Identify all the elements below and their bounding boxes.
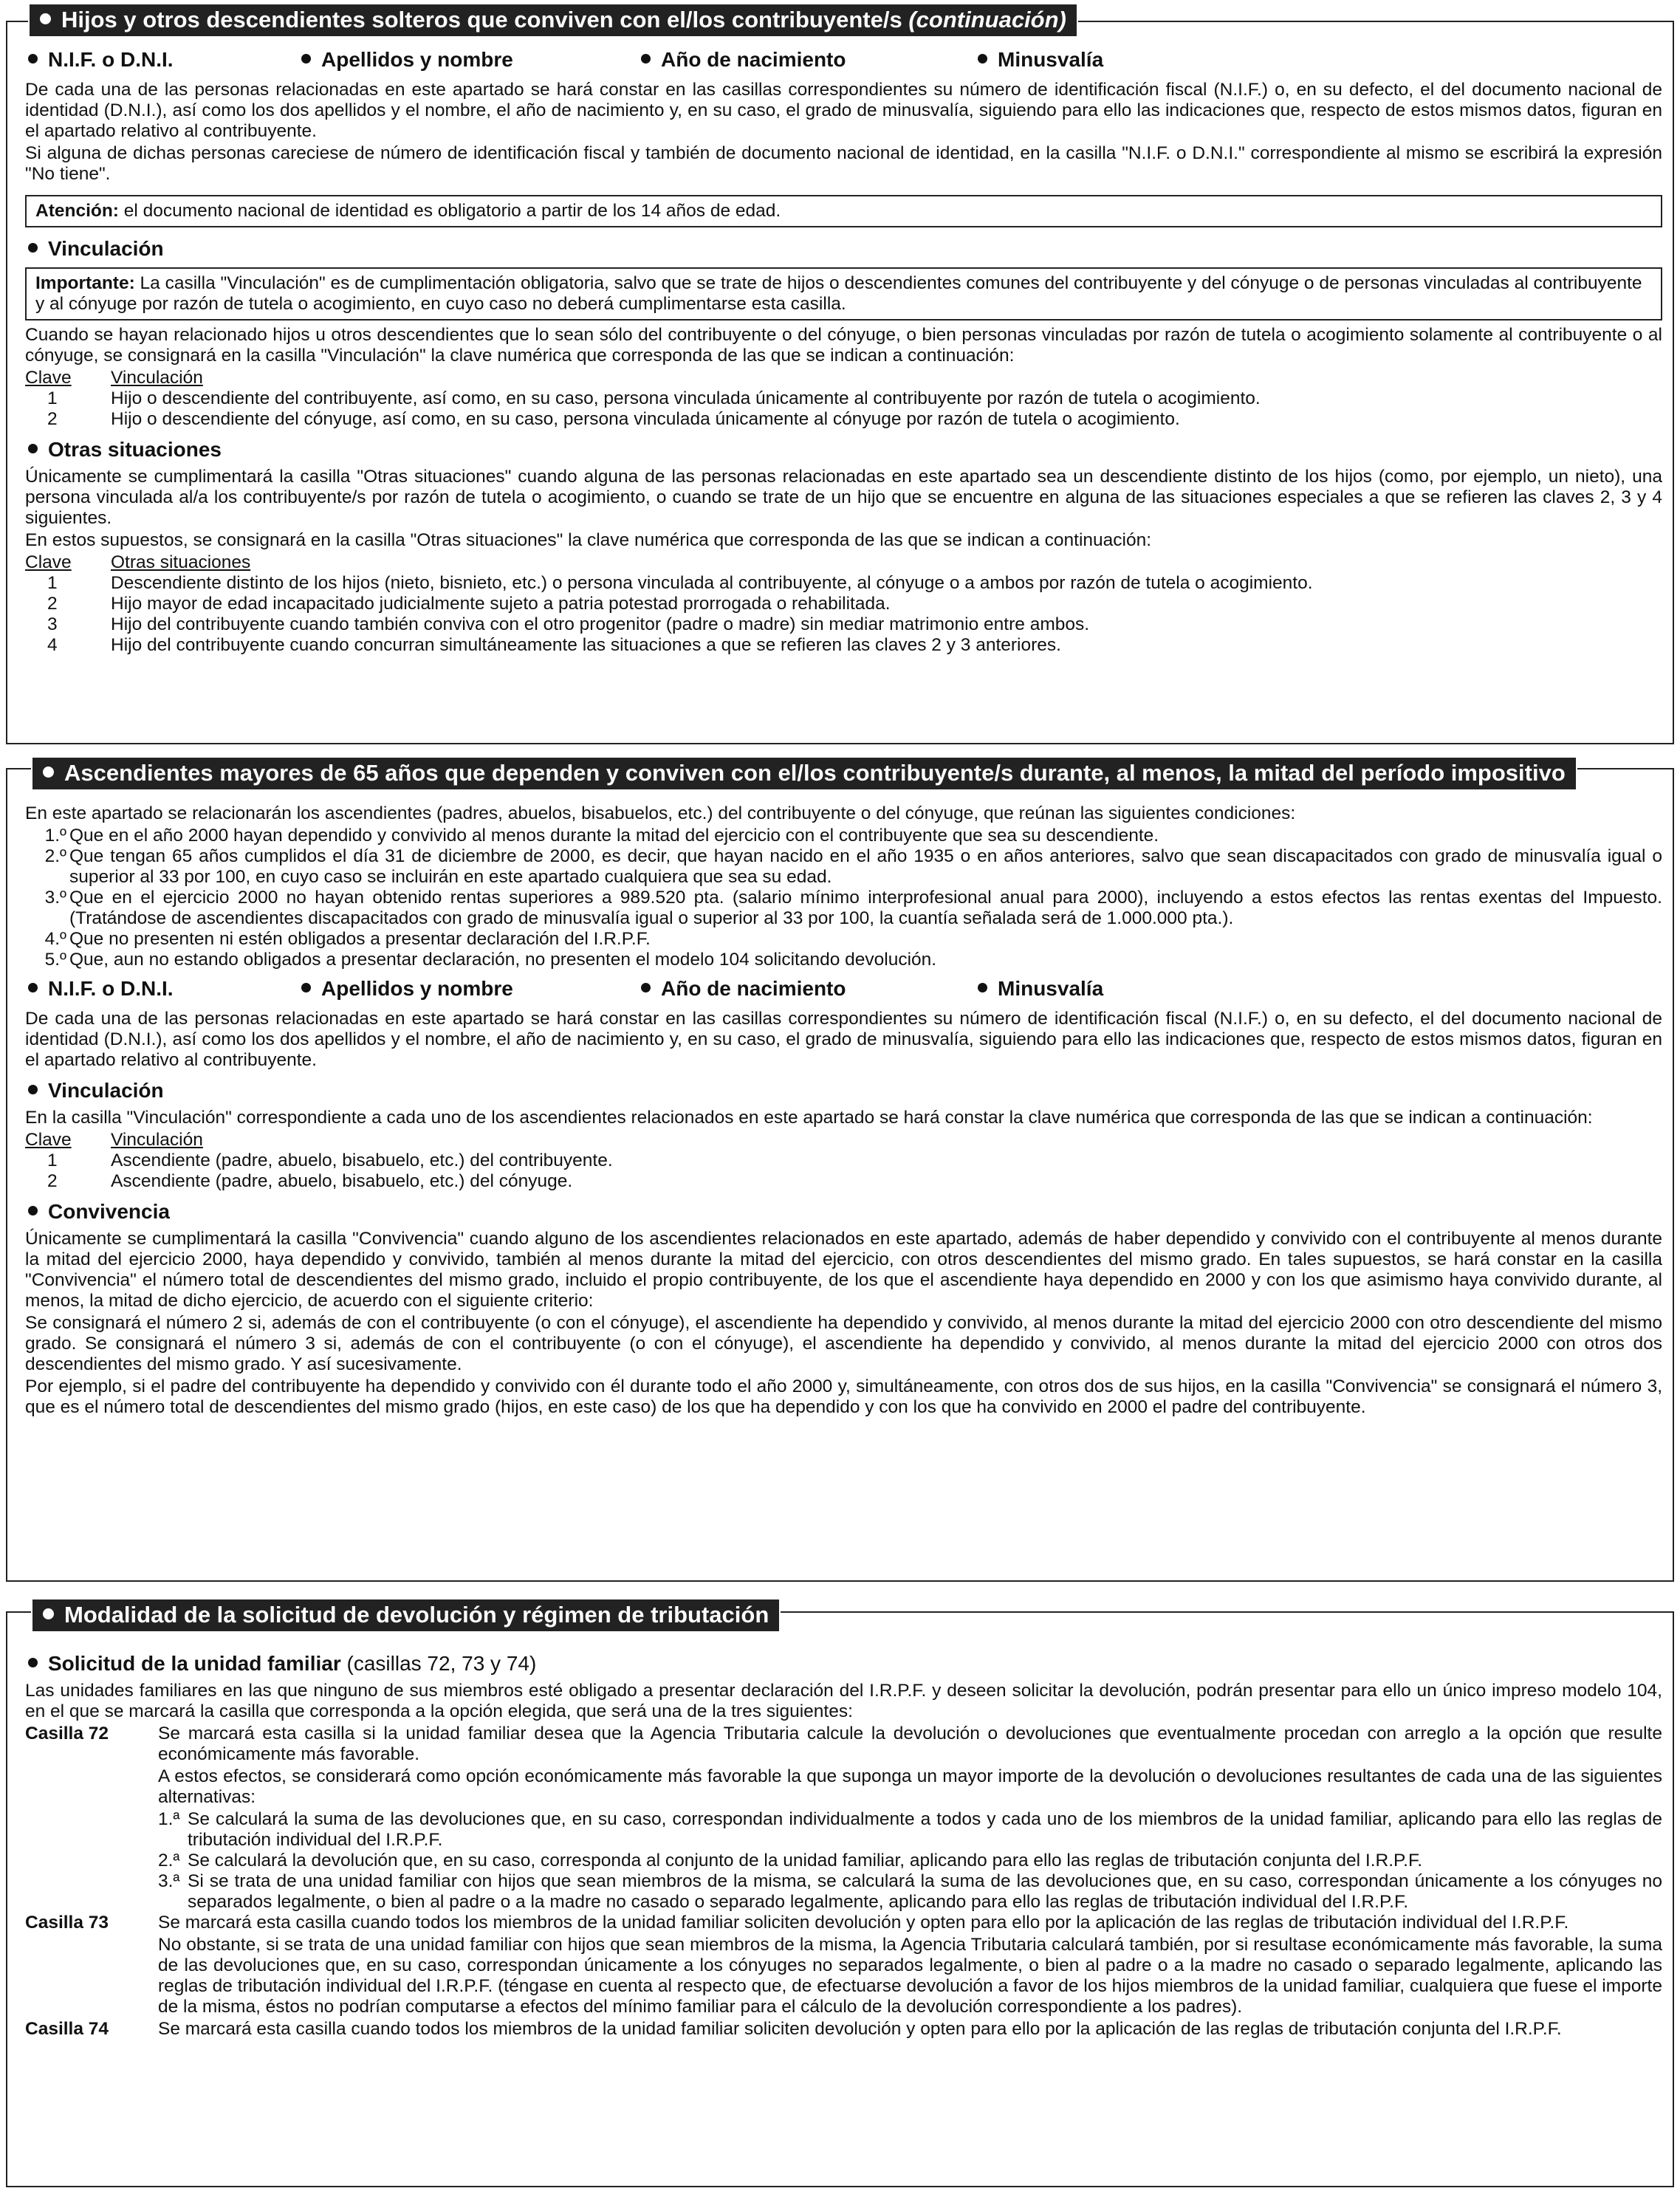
bullet-icon [301,54,311,64]
table-row: 3 Hijo del contribuyente cuando también conviva con el otro progenitor (padre o madre) sin mediar matrimonio entre ambos. [47,614,1090,634]
subheading-solicitud: Solicitud de la unidad familiar (casillas 72, 73 y 74) [25,1651,1662,1676]
bullet-icon [978,54,987,64]
paragraph: Se marcará esta casilla cuando todos los miembros de la unidad familiar soliciten devolución y opten para ello por la aplicación de las reglas de tributación conjunta del I.R.P.F. [158,2019,1562,2039]
table-row: 4 Hijo del contribuyente cuando concurran simultáneamente las situaciones a que se refieren las claves 2 y 3 anteriores. [47,635,1061,655]
list-item: 2.ª Se calculará la devolución que, en su caso, corresponda al conjunto de la unidad familiar, aplicando para ello las reglas de tributación conjunta del I.R.P.F. [158,1851,1423,1871]
paragraph: Se marcará esta casilla si la unidad familiar desea que la Agencia Tributaria calcule la devolución o devoluciones que eventualmente procedan con arreglo a la opción que resulte económicamente más favorable. [158,1724,1662,1764]
list-item: 4.º Que no presenten ni estén obligados a presentar declaración del I.R.P.F. [44,929,651,949]
table-header: Clave Vinculación [25,1130,203,1150]
subheading-otras-situaciones: Otras situaciones [25,437,1662,462]
subheading-vinculacion: Vinculación [25,236,1662,261]
subheading-vinculacion: Vinculación [25,1078,1662,1103]
list-item: 5.º Que, aun no estando obligados a presentar declaración, no presenten el modelo 104 solicitando devolución. [44,950,937,970]
paragraph: No obstante, si se trata de una unidad familiar con hijos que sean miembros de la misma, la Agencia Tributaria calculará también, por si resultase económicamente más favorable, la suma de las devoluciones que, en su caso, correspondan únicamente a los cónyuges no separados legalmente, o bien al padre o a la madre no casado o separado legalmente, aplicando las reglas de tributación individual del I.R.P.F. (téngase en cuenta al respecto que, de efectuarse devolución a favor de los hijos miembros de la unidad familiar, cualquiera que fuese el importe de la misma, éstos no podrían computarse a efectos del mínimo familiar para el cálculo de la devolución correspondiente a los padres). [158,1935,1662,2017]
paragraph: A estos efectos, se considerará como opción económicamente más favorable la que suponga un mayor importe de la devolución o devoluciones resultantes de cada una de las siguientes alternativas: [158,1766,1662,1807]
paragraph: De cada una de las personas relacionadas en este apartado se hará constar en las casillas correspondientes su número de identificación fiscal (N.I.F.) o, en su defecto, el del documento nacional de identidad (D.N.I.), así como los dos apellidos y el nombre, el año de nacimiento y, en su caso, el grado de minusvalía, siguiendo para ello las indicaciones que, respecto de estos mismos datos, figuran en el apartado relativo al contribuyente. [25,1009,1662,1070]
table-row: 2 Hijo o descendiente del cónyuge, así como, en su caso, persona vinculada únicamente al cónyuge por razón de tutela o acogimiento. [47,409,1180,429]
paragraph: Si alguna de dichas personas careciese de número de identificación fiscal y también de documento nacional de identidad, en la casilla "N.I.F. o D.N.I." correspondiente al mismo se escribirá la expresión "No tiene". [25,143,1662,184]
bullet-icon [28,1658,38,1667]
bullet-icon [40,13,51,24]
bullet-icon [28,1206,38,1215]
bullet-icon [28,444,38,453]
paragraph: Las unidades familiares en las que ninguno de sus miembros esté obligado a presentar declaración del I.R.P.F. y deseen solicitar la devolución, podrán presentar para ello un único impreso modelo 104, en el que se marcará la casilla que corresponda a la opción elegida, que será una de la tres siguientes: [25,1681,1662,1721]
section-header-modalidad: Modalidad de la solicitud de devolución y régimen de tributación [32,1599,779,1631]
bullet-icon [28,1085,38,1094]
list-item: 2.º Que tengan 65 años cumplidos el día 31 de diciembre de 2000, es decir, que hayan nacido en el año 1935 o en años anteriores, salvo que sean discapacitados con grado de minusvalía igual o superior al 33 por 100, en cuyo caso se incluirán en este apartado cualquiera que sea su edad. [44,846,1662,887]
paragraph: Por ejemplo, si el padre del contribuyente ha dependido y convivido con él durante todo el año 2000 y, simultáneamente, con otros dos de sus hijos, en la casilla "Convivencia" se consignará el número 3, que es el número total de descendientes del mismo grado (hijos, en este caso) de los que ha dependido y con los que ha convivido en 2000 el padre del contribuyente. [25,1376,1662,1417]
bullet-icon [301,983,311,992]
section-content-hijos [25,46,1662,656]
important-box: Importante: La casilla "Vinculación" es de cumplimentación obligatoria, salvo que se trate de hijos o descendientes comunes del contribuyente y del cónyuge o de personas vinculadas al contribuyente y al cónyuge por razón de tutela o acogimiento, en cuyo caso no deberá cumplimentarse esta casilla. [25,267,1662,320]
paragraph: Se consignará el número 2 si, además de con el contribuyente (o con el cónyuge), el ascendiente ha dependido y convivido, al menos durante la mitad del ejercicio 2000 con otro descendiente del mismo grado. Se consignará el número 3 si, además de con el contribuyente (o con el cónyuge), el ascendiente ha dependido y convivido, al menos durante la mitad del ejercicio 2000 con otros dos descendientes del mismo grado. Y así sucesivamente. [25,1313,1662,1374]
header-continuation: (continuación) [908,7,1066,32]
field-list: N.I.F. o D.N.I. Apellidos y nombre Año de nacimiento Minusvalía [25,976,1662,1001]
casilla-72: Casilla 72 Se marcará esta casilla si la unidad familiar desea que la Agencia Tributaria calcule la devolución o devoluciones que eventualmente procedan con arreglo a la opción que resulte económicamente más favorable. A estos efectos, se considerará como opción económicamente más favorable la que suponga un mayor importe de la devolución o devoluciones resultantes de cada una de las siguientes alternativas: 1.ª Se calculará la suma de las devoluciones que, en su caso, correspondan individualmente a todos y cada uno de los miembros de la unidad familiar, aplicando para ello las reglas de tributación individual del I.R.P.F. 2.ª Se calculará la devolución que, en su caso, corresponda al conjunto de la unidad familiar, aplicando para ello las reglas de tributación conjunta del I.R.P.F. 3.ª Si se trata de una unidad familiar con hijos que sean miembros de la misma, se calculará la suma de las devoluciones que, en su caso, correspondan únicamente a los cónyuges no separados legalmente, o bien al padre o a la madre no casado o separado legalmente, aplicando para ello las reglas de tributación individual del I.R.P.F. [25,1724,1662,1912]
bullet-icon [28,54,38,64]
casilla-74: Casilla 74 Se marcará esta casilla cuando todos los miembros de la unidad familiar soliciten devolución y opten para ello por la aplicación de las reglas de tributación conjunta del I.R.P.F. [25,2019,1662,2041]
bullet-icon [28,243,38,253]
section-header-hijos: Hijos y otros descendientes solteros que conviven con el/los contribuyente/s (continuación) [30,4,1077,36]
paragraph: Se marcará esta casilla cuando todos los miembros de la unidad familiar soliciten devolución y opten para ello por la aplicación de las reglas de tributación individual del I.R.P.F. [158,1913,1569,1933]
bullet-icon [28,983,38,992]
field-list: N.I.F. o D.N.I. Apellidos y nombre Año de nacimiento Minusvalía [25,47,1662,72]
paragraph: De cada una de las personas relacionadas en este apartado se hará constar en las casillas correspondientes su número de identificación fiscal (N.I.F.) o, en su defecto, el del documento nacional de identidad (D.N.I.), así como los dos apellidos y el nombre, el año de nacimiento y, en su caso, el grado de minusvalía, siguiendo para ello las indicaciones que, respecto de estos mismos datos, figuran en el apartado relativo al contribuyente. [25,80,1662,141]
casilla-73: Casilla 73 Se marcará esta casilla cuando todos los miembros de la unidad familiar soliciten devolución y opten para ello por la aplicación de las reglas de tributación individual del I.R.P.F. No obstante, si se trata de una unidad familiar con hijos que sean miembros de la misma, la Agencia Tributaria calculará también, por si resultase económicamente más favorable, la suma de las devoluciones que, en su caso, correspondan únicamente a los cónyuges no separados legalmente, o bien al padre o a la madre no casado o separado legalmente, aplicando las reglas de tributación individual del I.R.P.F. (téngase en cuenta al respecto que, de efectuarse devolución a favor de los hijos miembros de la unidad familiar, cualquiera que fuese el importe de la misma, éstos no podrían computarse a efectos del mínimo familiar para el cálculo de la devolución correspondiente a los padres). [25,1913,1662,2017]
paragraph: En este apartado se relacionarán los ascendientes (padres, abuelos, bisabuelos, etc.) del contribuyente o del cónyuge, que reúnan las siguientes condiciones: [25,803,1296,823]
table-row: 2 Hijo mayor de edad incapacitado judicialmente sujeto a patria potestad prorrogada o rehabilitada. [47,594,891,614]
bullet-icon [641,54,651,64]
section-content-modalidad [25,1644,1662,2041]
list-item: 1.ª Se calculará la suma de las devoluciones que, en su caso, correspondan individualmente a todos y cada uno de los miembros de la unidad familiar, aplicando para ello las reglas de tributación individual del I.R.P.F. [158,1809,1662,1850]
paragraph: Únicamente se cumplimentará la casilla "Convivencia" cuando alguno de los ascendientes relacionados en este apartado, además de haber dependido y convivido con el contribuyente al menos durante la mitad del ejercicio 2000, haya dependido y convivido, también al menos durante la mitad del ejercicio, con otros descendientes del mismo grado. En tales supuestos, se hará constar en la casilla "Convivencia" el número total de descendientes del mismo grado, incluido el propio contribuyente, de los que el ascendiente haya dependido en 2000 y con los que asimismo haya convivido durante, al menos, la mitad de dicho ejercicio, de acuerdo con el siguiente criterio: [25,1229,1662,1311]
paragraph: En estos supuestos, se consignará en la casilla "Otras situaciones" la clave numérica que corresponda de las que se indican a continuación: [25,530,1152,550]
section-header-ascendientes: Ascendientes mayores de 65 años que dependen y conviven con el/los contribuyente/s durante, al menos, la mitad del período impositivo [32,758,1576,789]
table-row: 1 Descendiente distinto de los hijos (nieto, bisnieto, etc.) o persona vinculada al contribuyente, al cónyuge o a ambos por razón de tutela o acogimiento. [47,573,1313,593]
list-item: 1.º Que en el año 2000 hayan dependido y convivido al menos durante la mitad del ejercicio con el contribuyente que sea su descendiente. [44,826,1159,846]
bullet-icon [978,983,987,992]
list-item: 3.ª Si se trata de una unidad familiar con hijos que sean miembros de la misma, se calculará la suma de las devoluciones que, en su caso, correspondan únicamente a los cónyuges no separados legalmente, o bien al padre o a la madre no casado o separado legalmente, aplicando para ello las reglas de tributación individual del I.R.P.F. [158,1871,1662,1912]
list-item: 3.º Que en el ejercicio 2000 no hayan obtenido rentas superiores a 989.520 pta. (salario mínimo interprofesional anual para 2000), incluyendo a estos efectos las rentas exentas del Impuesto. (Tratándose de ascendientes discapacitados con grado de minusvalía igual o superior al 33 por 100, la cuantía señalada será de 1.000.000 pta.). [44,888,1662,928]
paragraph: Únicamente se cumplimentará la casilla "Otras situaciones" cuando alguna de las personas relacionadas en este apartado sea un descendiente distinto de los hijos (como, por ejemplo, un nieto), una persona vinculada al/a los contribuyente/s por razón de tutela o acogimiento, o cuando se trate de un hijo que se encuentre en alguna de las situaciones especiales a que se refieren las claves 2, 3 y 4 siguientes. [25,467,1662,528]
bullet-icon [43,767,54,778]
section-content-ascendientes [25,803,1662,1419]
paragraph: Cuando se hayan relacionado hijos u otros descendientes que lo sean sólo del contribuyente o del cónyuge, o bien personas vinculadas por razón de tutela o acogimiento solamente al contribuyente o al cónyuge, se consignará en la casilla "Vinculación" la clave numérica que corresponda de las que se indican a continuación: [25,325,1662,366]
bullet-icon [641,983,651,992]
bullet-icon [43,1608,54,1619]
table-row: 1 Ascendiente (padre, abuelo, bisabuelo, etc.) del contribuyente. [47,1151,613,1170]
table-row: 2 Ascendiente (padre, abuelo, bisabuelo, etc.) del cónyuge. [47,1171,573,1191]
attention-box: Atención: el documento nacional de identidad es obligatorio a partir de los 14 años de edad. [25,195,1662,227]
paragraph: En la casilla "Vinculación" correspondiente a cada uno de los ascendientes relacionados en este apartado se hará constar la clave numérica que corresponda de las que se indican a continuación: [25,1108,1593,1128]
subheading-convivencia: Convivencia [25,1199,1662,1224]
table-row: 1 Hijo o descendiente del contribuyente, así como, en su caso, persona vinculada únicamente al contribuyente por razón de tutela o acogimiento. [47,388,1261,408]
table-header: Clave Vinculación [25,368,203,388]
table-header: Clave Otras situaciones [25,552,251,572]
